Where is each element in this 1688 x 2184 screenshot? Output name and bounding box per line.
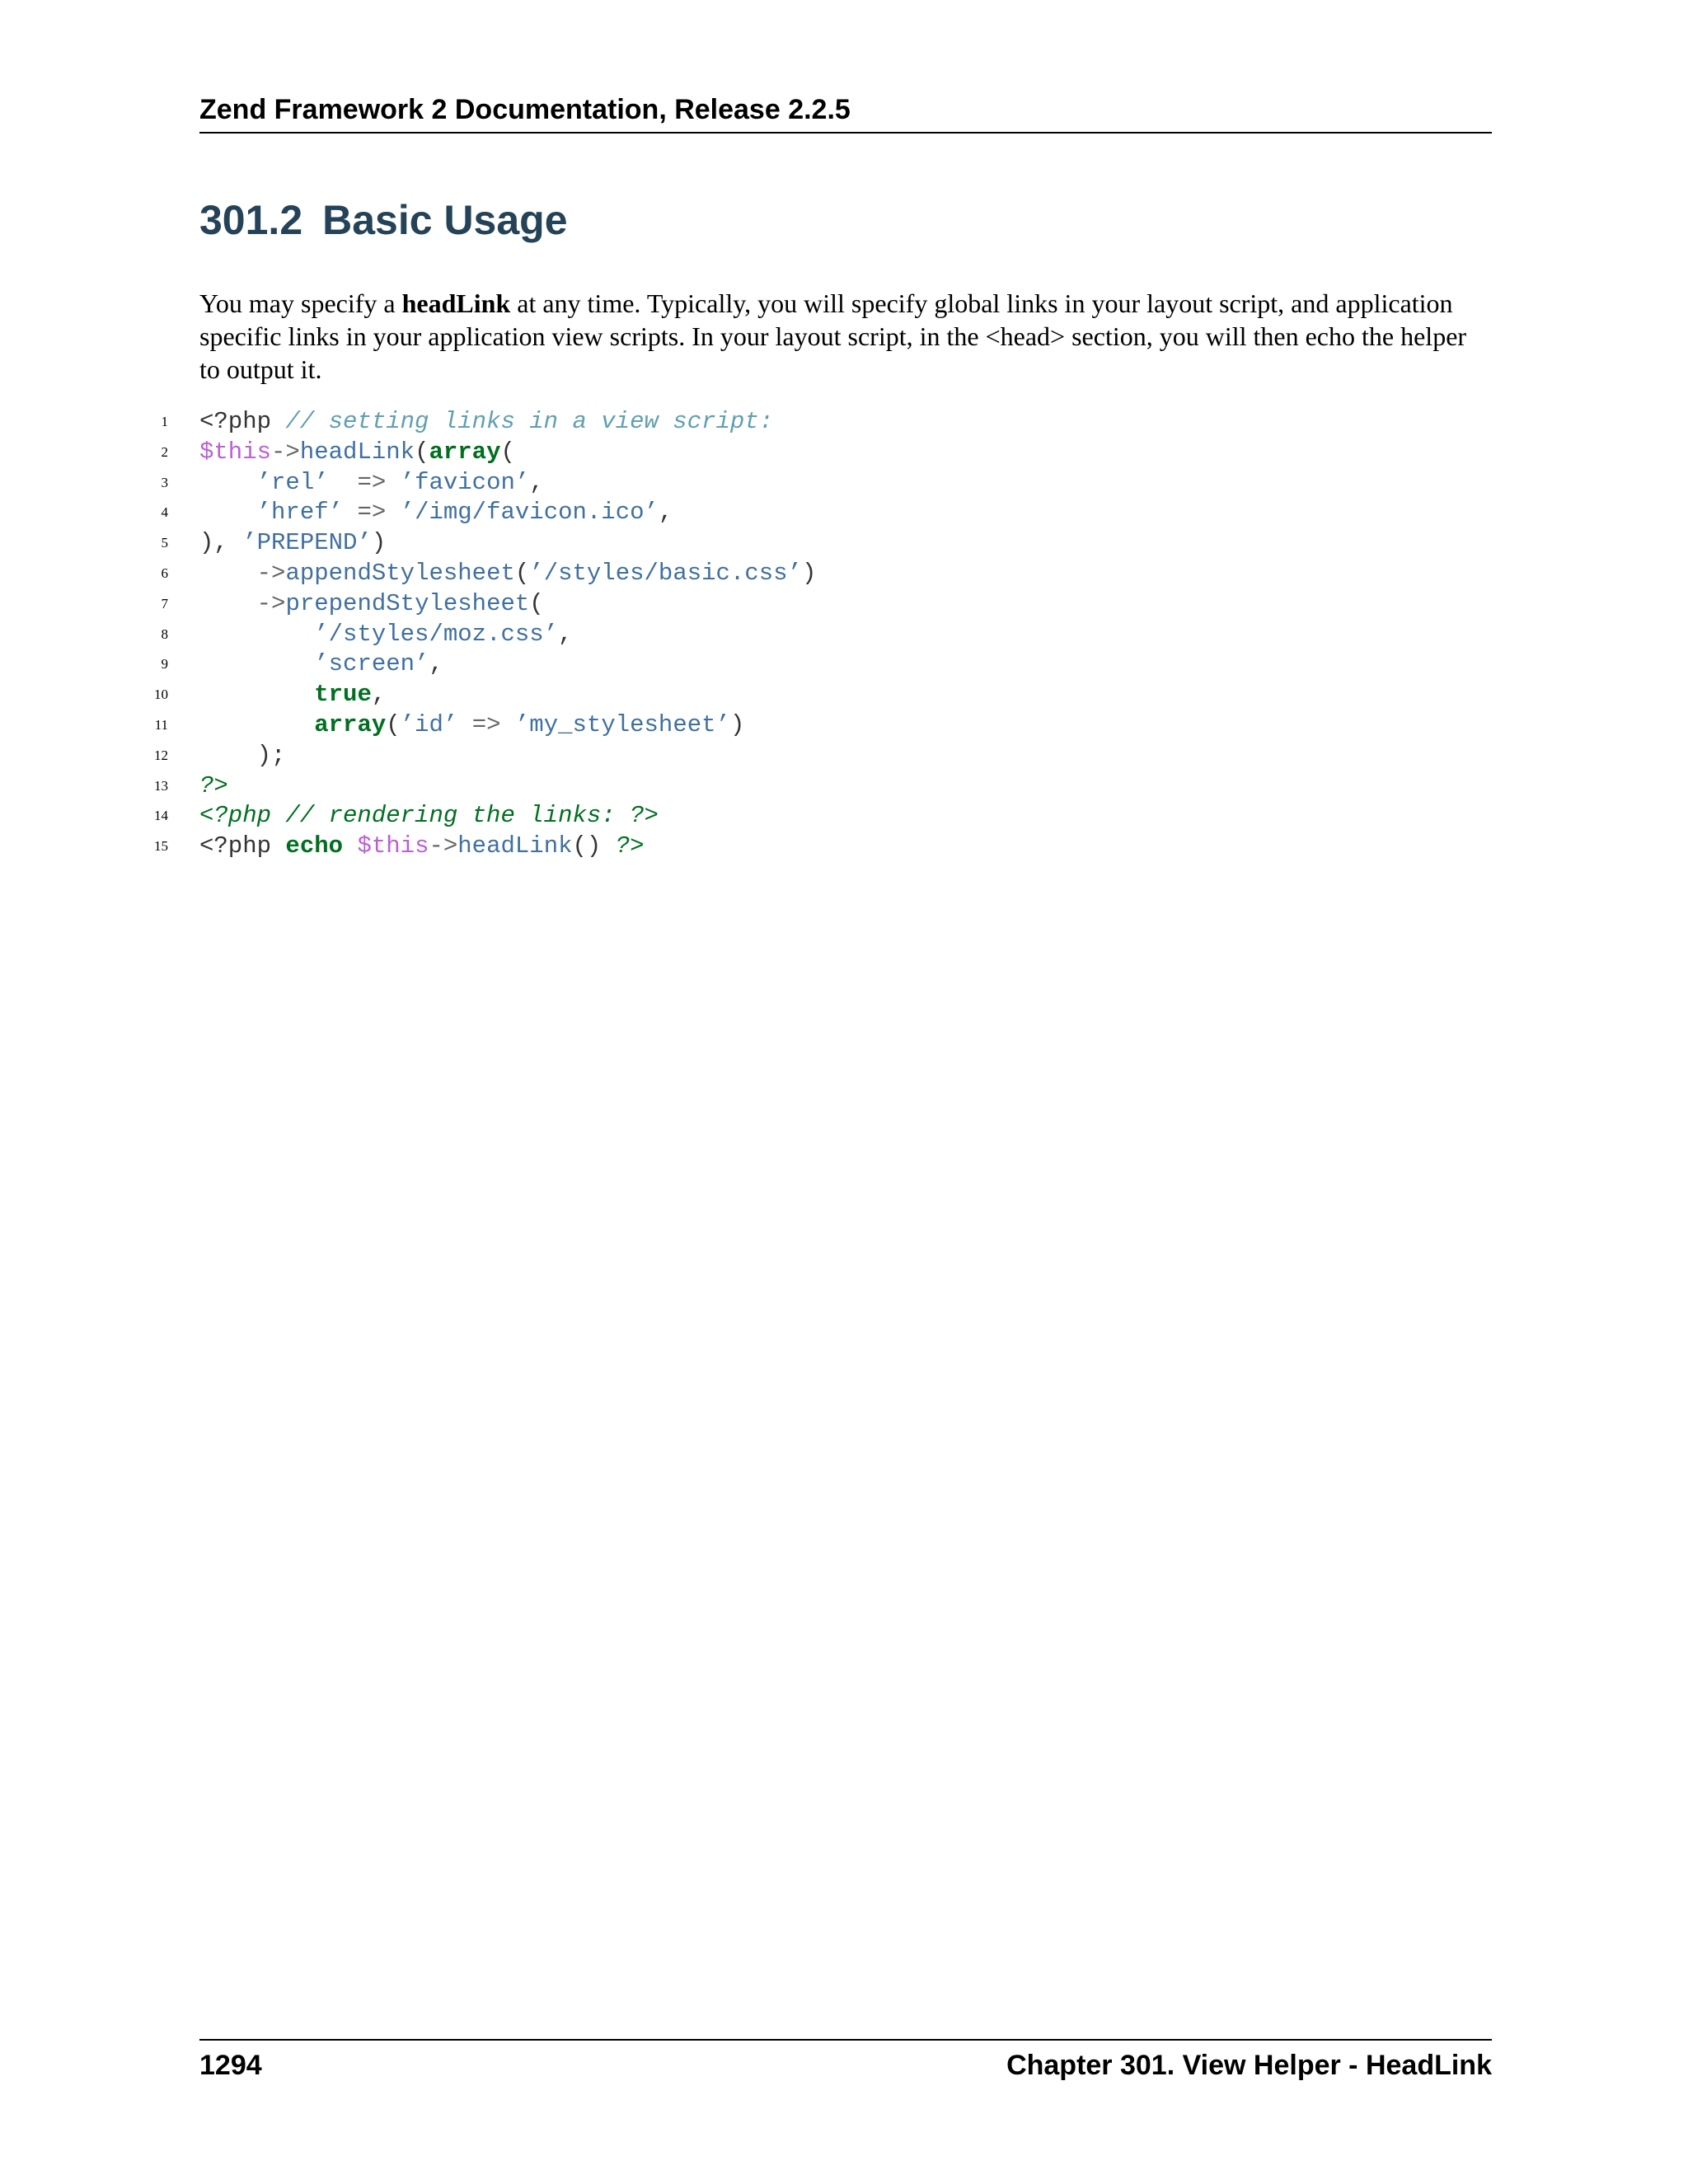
code-line [145, 589, 1497, 620]
code-token: ( [529, 589, 544, 617]
code-text [199, 407, 773, 438]
code-text [199, 710, 744, 741]
code-text [199, 438, 515, 468]
code-token: appendStylesheet [285, 559, 515, 587]
code-line [145, 407, 1497, 438]
code-token [386, 499, 400, 526]
code-block [145, 407, 1497, 862]
code-token: ?> [615, 832, 645, 860]
code-token: => [357, 499, 387, 527]
code-token: -> [256, 589, 286, 617]
code-token: , [371, 681, 387, 709]
code-line [145, 832, 1497, 862]
intro-text-before: You may specify a [199, 288, 402, 318]
code-token: -> [256, 559, 286, 587]
code-token: ’/styles/moz.css’ [314, 620, 559, 648]
code-token: prependStylesheet [285, 589, 530, 617]
line-number: 14 [154, 808, 168, 824]
code-token: ’href’ [256, 499, 344, 527]
code-text [199, 801, 659, 832]
code-line [145, 620, 1497, 650]
code-text [199, 620, 573, 650]
code-token: , [429, 650, 443, 678]
code-token: -> [271, 438, 300, 466]
code-token [501, 711, 515, 738]
code-text [199, 680, 386, 710]
code-token: // setting links in a view script: [285, 408, 774, 435]
code-token: $this [357, 832, 429, 860]
code-token: headLink [299, 438, 415, 466]
intro-paragraph [199, 287, 1492, 386]
code-token: ’/styles/basic.css’ [529, 559, 802, 587]
line-number: 9 [161, 656, 168, 673]
code-token [199, 650, 314, 677]
code-token [457, 711, 471, 738]
code-line [145, 498, 1497, 528]
code-token [199, 499, 257, 526]
intro-keyword: headLink [401, 288, 511, 318]
code-token: $this [199, 438, 272, 466]
code-token [199, 590, 257, 617]
code-token [343, 832, 357, 860]
code-token: true [314, 681, 372, 709]
line-number: 1 [161, 414, 168, 429]
code-token: => [357, 468, 387, 496]
code-token: ’rel’ [256, 468, 329, 496]
code-token: echo [285, 832, 344, 860]
code-token: , [529, 468, 544, 496]
code-text [199, 771, 228, 802]
code-token [199, 469, 257, 496]
code-token [199, 711, 314, 738]
code-line [145, 710, 1497, 741]
code-token: , [558, 620, 573, 648]
code-token [199, 681, 314, 708]
code-line [145, 649, 1497, 680]
code-token: ’my_stylesheet’ [514, 710, 730, 738]
code-token: ( [500, 438, 515, 466]
line-number: 12 [154, 747, 168, 763]
code-token: => [471, 710, 501, 738]
code-token: ), [199, 529, 243, 557]
code-line [145, 528, 1497, 559]
code-text [199, 649, 443, 680]
code-text [199, 528, 386, 559]
code-text [199, 589, 544, 620]
line-number: 3 [161, 474, 168, 490]
line-number: 10 [154, 687, 168, 703]
line-number: 6 [161, 565, 168, 581]
code-token: ’/img/favicon.ico’ [400, 499, 659, 527]
code-token [199, 621, 314, 648]
code-line [145, 741, 1497, 771]
code-line [145, 771, 1497, 802]
code-token: ’screen’ [314, 650, 429, 678]
code-token: ( [386, 710, 401, 738]
intro-text-after: at any time. Typically, you will specify global links in your layout script, and application specific links in your application view scripts. In your layout script, in the <head> section, you will then echo the helper to output it. [199, 288, 1467, 384]
code-token: ’PREPEND’ [242, 529, 372, 557]
line-number: 7 [161, 595, 168, 612]
code-token: ) [371, 529, 387, 557]
code-text [199, 468, 544, 499]
code-token: -> [429, 832, 458, 860]
code-token [329, 469, 358, 496]
code-line [145, 438, 1497, 468]
code-token: array [429, 438, 501, 466]
line-number: 8 [161, 626, 168, 642]
section-title [199, 191, 568, 249]
code-token: ); [199, 741, 286, 769]
code-token [343, 499, 357, 526]
code-token: headLink [457, 832, 573, 860]
line-number: 2 [161, 443, 168, 460]
code-token: ( [514, 559, 530, 587]
code-token: ?> [199, 771, 228, 799]
code-token: ( [415, 438, 429, 466]
code-line [145, 559, 1497, 589]
code-token: () [572, 832, 616, 860]
code-token: ) [729, 710, 745, 738]
line-number: 13 [154, 777, 168, 794]
line-number: 15 [154, 838, 168, 855]
code-line [145, 680, 1497, 710]
line-number: 11 [154, 716, 168, 733]
code-token: , [658, 499, 673, 527]
code-token: ’id’ [400, 710, 458, 738]
code-text [199, 832, 645, 862]
code-text [199, 741, 285, 771]
running-footer [199, 2039, 1492, 2083]
running-header: Zend Framework 2 Documentation, Release 2.2.5 [199, 91, 1492, 134]
section-title-text: Basic Usage [322, 197, 568, 243]
code-line [145, 468, 1497, 499]
code-token: <?php [199, 832, 286, 860]
section-number: 301.2 [199, 197, 303, 243]
line-number: 4 [161, 504, 168, 521]
code-text [199, 498, 673, 528]
code-token [199, 560, 257, 587]
page-number: 1294 [199, 2050, 262, 2081]
chapter-title: Chapter 301. View Helper - HeadLink [1006, 2050, 1492, 2081]
code-token: <?php // rendering the links: ?> [199, 802, 659, 830]
code-line [145, 801, 1497, 832]
code-text [199, 559, 816, 589]
code-token: array [314, 710, 387, 738]
line-number: 5 [161, 535, 168, 551]
code-token [386, 469, 400, 496]
code-token: ) [801, 559, 817, 587]
code-token: ’favicon’ [400, 468, 530, 496]
code-token: <?php [199, 408, 286, 435]
